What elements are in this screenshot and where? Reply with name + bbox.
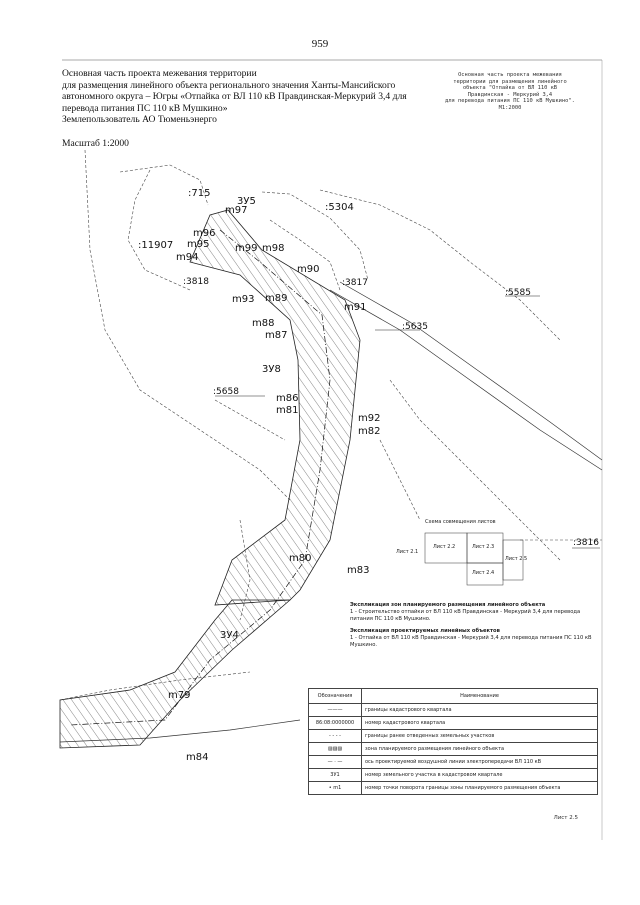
- stamp-line-1: Основная часть проекта межевания: [458, 72, 562, 78]
- parcel-boundary-b: [128, 170, 190, 290]
- parcel-label-3u4: 3У4: [220, 630, 239, 641]
- point-label-m94: m94: [176, 252, 199, 263]
- legend-row: [309, 743, 598, 756]
- scheme-sheet-2-1: Лист 2.1: [396, 549, 419, 555]
- parcel-label-3u5: 3У5: [237, 196, 256, 207]
- legend-header-name: Наименование: [362, 689, 598, 704]
- objects-item: 1 - Отпайка от ВЛ 110 кВ Правдинская - Меркурий 3,4 для перевода питания ПС 110 кВ Мушкино.: [350, 635, 592, 648]
- point-label-m95: m95: [187, 239, 210, 250]
- point-label-m92: m92: [358, 413, 381, 424]
- parcel-label-3u8: 3У8: [262, 364, 281, 375]
- parcel-label-3816: :3816: [573, 538, 599, 548]
- point-label-m83: m83: [347, 565, 370, 576]
- parcel-label-3817: :3817: [342, 278, 368, 288]
- corridor-lower: [60, 600, 290, 748]
- stamp-line-2: территории для размещения линейного: [453, 78, 567, 85]
- point-label-m80: m80: [289, 553, 312, 564]
- legend-row: [309, 704, 598, 717]
- header-line-4: перевода питания ПС 110 кВ Мушкино»: [62, 102, 228, 114]
- parcel-label-5635: :5635: [402, 322, 428, 332]
- parcel-boundary-a: [120, 165, 211, 205]
- point-label-m86: m86: [276, 393, 299, 404]
- objects-title: Экспликация проектируемых линейных объектов: [350, 628, 500, 634]
- header-line-2: для размещения линейного объекта регионального значения Ханты-Мансийского: [62, 79, 396, 91]
- legend-header-row: [309, 689, 598, 704]
- stamp-line-6: М1:2000: [498, 104, 522, 111]
- legend-symbol: ———: [309, 704, 362, 717]
- legend-header-symbol: Обозначения: [309, 689, 362, 704]
- parcel-label-11907: :11907: [138, 240, 174, 251]
- road-line-1: [330, 290, 602, 470]
- legend-name: номер кадастрового квартала: [362, 717, 598, 730]
- stamp-line-5: для перевода питания ПС 110 кВ Мушкино".: [445, 98, 575, 105]
- sheet-number: Лист 2.5: [553, 815, 578, 821]
- parcel-label-3818: :3818: [183, 277, 209, 287]
- point-label-m99: m99: [235, 243, 258, 254]
- page-number: 959: [311, 38, 329, 50]
- legend-symbol: 3У1: [309, 769, 362, 782]
- point-label-m97: m97: [225, 205, 248, 216]
- explication-block: [350, 602, 600, 649]
- legend-name: ось проектируемой воздушной линии электропередачи ВЛ 110 кВ: [362, 756, 598, 769]
- point-label-m84: m84: [186, 752, 209, 763]
- point-label-m98: m98: [262, 243, 285, 254]
- legend-table: [308, 688, 598, 795]
- point-label-m81: m81: [276, 405, 299, 416]
- header-line-5: Землепользователь АО Тюменьэнерго: [62, 114, 217, 126]
- point-label-m82: m82: [358, 426, 381, 437]
- legend-symbol: 86:08:0000000: [309, 717, 362, 730]
- point-label-m96: m96: [193, 228, 216, 239]
- point-label-m90: m90: [297, 264, 320, 275]
- legend-name: границы ранее отведенных земельных участков: [362, 730, 598, 743]
- point-label-m88: m88: [252, 318, 275, 329]
- zones-item: 1 - Строительство отпайки от ВЛ 110 кВ Правдинская - Меркурий 3,4 для перевода питания ПС 110 кВ Мушкино.: [350, 609, 581, 622]
- scheme-sheet-2-5: Лист 2.5: [505, 556, 528, 562]
- legend-row: [309, 782, 598, 795]
- point-label-m79: m79: [168, 690, 191, 701]
- scheme-sheet-2-3: Лист 2.3: [472, 544, 495, 550]
- scale-label: Масштаб 1:2000: [62, 138, 129, 149]
- stamp-line-3: объекта "Отпайка от ВЛ 110 кВ: [462, 85, 558, 92]
- legend-symbol: - - - -: [309, 730, 362, 743]
- parcel-boundary-e: [320, 190, 560, 340]
- point-label-m87: m87: [265, 330, 288, 341]
- legend-row: [309, 730, 598, 743]
- scheme-sheet-2-2: Лист 2.2: [433, 544, 456, 550]
- header-line-1: Основная часть проекта межевания территории: [62, 68, 257, 79]
- corridor-zone: [60, 210, 360, 748]
- scheme-title: Схема совмещения листов: [425, 519, 496, 525]
- parcel-boundary-g: [215, 400, 285, 440]
- legend-name: номер земельного участка в кадастровом квартале: [362, 769, 598, 782]
- parcel-label-5304: :5304: [325, 202, 354, 213]
- legend-name: границы кадастрового квартала: [362, 704, 598, 717]
- scheme-sheet-2-4: Лист 2.4: [472, 570, 495, 576]
- legend-name: зона планируемого размещения линейного объекта: [362, 743, 598, 756]
- legend-symbol: — · —: [309, 756, 362, 769]
- zones-title: Экспликация зон планируемого размещения линейного объекта: [350, 602, 546, 608]
- legend-row: [309, 717, 598, 730]
- point-label-m93: m93: [232, 294, 255, 305]
- legend-name: номер точки поворота границы зоны планируемого размещения объекта: [362, 782, 598, 795]
- stamp-line-4: Правдинская - Меркурий 3,4: [467, 91, 553, 98]
- point-label-m91: m91: [344, 302, 367, 313]
- corridor-upper: [190, 210, 360, 605]
- legend-symbol: ▨▨▨: [309, 743, 362, 756]
- legend-symbol: • m1: [309, 782, 362, 795]
- point-label-m89: m89: [265, 293, 288, 304]
- legend-row: [309, 756, 598, 769]
- parcel-label-5585: :5585: [505, 288, 531, 298]
- parcel-label-715: :715: [188, 188, 211, 199]
- header-line-3: автономного округа – Югры «Отпайка от ВЛ 110 кВ Правдинская-Меркурий 3,4 для: [62, 91, 407, 103]
- parcel-boundary-j: [380, 440, 420, 520]
- legend-row: [309, 769, 598, 782]
- parcel-label-5658: :5658: [213, 387, 239, 397]
